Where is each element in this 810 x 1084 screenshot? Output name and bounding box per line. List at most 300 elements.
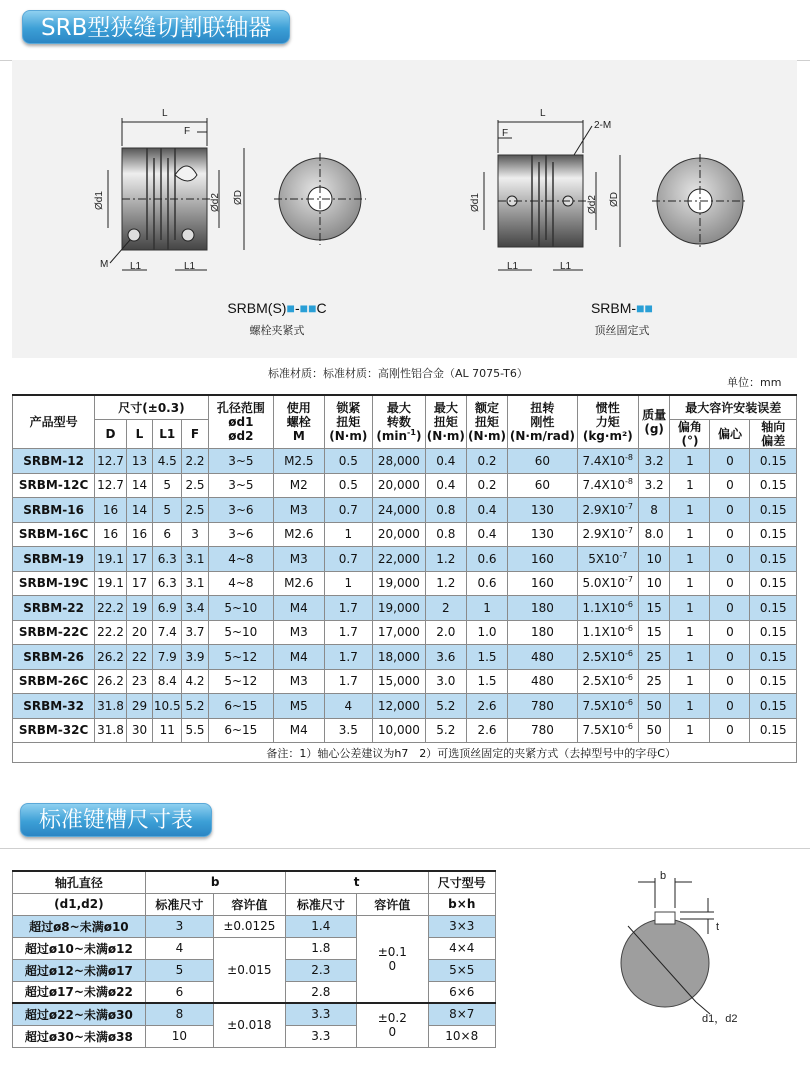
cell-ecc: 0	[710, 620, 750, 645]
th-bxh: b×h	[428, 893, 495, 915]
cell-L1: 6	[153, 522, 182, 547]
section-banner-coupling	[22, 10, 290, 44]
cell-stiff: 480	[508, 669, 578, 694]
cell-stiff: 180	[508, 596, 578, 621]
th-rated	[466, 395, 507, 449]
cell-M: M3	[274, 669, 325, 694]
cell-bore: 3~6	[208, 522, 273, 547]
cell-inertia	[577, 498, 638, 523]
key-label-d: d1，d2	[702, 1013, 738, 1025]
cell-maxt: 0.4	[425, 449, 466, 474]
cell-axial: 0.15	[750, 547, 797, 572]
th-stiff-l1: 扭转	[530, 401, 555, 415]
banner2-title: 标准键槽尺寸表	[39, 808, 194, 833]
cell-maxt: 2.0	[425, 620, 466, 645]
table-row	[13, 547, 797, 572]
svg-text:L1: L1	[560, 261, 572, 272]
svg-text:ØD: ØD	[609, 192, 620, 207]
th-t: t	[285, 871, 428, 893]
cell-bore: 5~12	[208, 669, 273, 694]
inertia-value: 2.9X10	[582, 527, 626, 542]
cell-ecc: 0	[710, 571, 750, 596]
cell-speed: 10,000	[373, 718, 426, 743]
cell-rated: 0.4	[466, 522, 507, 547]
cell-t-std: 1.4	[285, 915, 356, 937]
inertia-exponent: -6	[625, 697, 634, 707]
cell-axial: 0.15	[750, 522, 797, 547]
th-maxt-l2: 扭矩	[433, 415, 458, 429]
cell-speed: 19,000	[373, 571, 426, 596]
th-lock-l3: (N·m)	[329, 429, 368, 443]
cell-ecc: 0	[710, 718, 750, 743]
th-L1: L1	[153, 420, 182, 449]
caption-right	[562, 300, 682, 316]
cell-maxt: 1.2	[425, 571, 466, 596]
inertia-exponent: -7	[619, 550, 628, 560]
table-row	[13, 915, 496, 937]
cell-F: 5.2	[182, 694, 208, 719]
cell-rated: 0.2	[466, 473, 507, 498]
tol-t-top: ±0.1	[377, 944, 407, 959]
cell-F: 3.4	[182, 596, 208, 621]
cell-F: 3	[182, 522, 208, 547]
cell-mass: 10	[638, 547, 670, 572]
cell-ang: 1	[670, 547, 710, 572]
th-maxt-l1: 最大	[433, 401, 458, 415]
cell-mass: 10	[638, 571, 670, 596]
th-size: 尺寸(±0.3)	[95, 395, 209, 420]
th-shaft2: (d1,d2)	[13, 893, 146, 915]
th-axial-l1: 轴向	[761, 420, 786, 434]
cell-M: M4	[274, 645, 325, 670]
cell-b-std: 8	[145, 1003, 213, 1025]
spec-table	[12, 394, 797, 763]
cell-maxt: 0.8	[425, 498, 466, 523]
cell-F: 5.5	[182, 718, 208, 743]
cell-M: M3	[274, 547, 325, 572]
cell-rated: 1.5	[466, 669, 507, 694]
cell-axial: 0.15	[750, 620, 797, 645]
cell-D: 22.2	[95, 596, 127, 621]
cell-model: SRBM-12	[13, 449, 95, 474]
cell-speed: 24,000	[373, 498, 426, 523]
svg-text:F: F	[502, 128, 509, 139]
caption-right-prefix: SRBM-	[590, 300, 637, 316]
th-ecc: 偏心	[710, 420, 750, 449]
cell-ang: 1	[670, 669, 710, 694]
cell-ang: 1	[670, 449, 710, 474]
th-ang-l2: (°)	[681, 434, 699, 448]
cell-L1: 10.5	[153, 694, 182, 719]
caption-left	[197, 300, 357, 316]
caption-right-sq: ■■	[636, 300, 654, 316]
th-maxt	[425, 395, 466, 449]
cell-axial: 0.15	[750, 645, 797, 670]
inertia-exponent: -6	[625, 599, 634, 609]
inertia-exponent: -6	[625, 722, 634, 732]
cell-M: M2.5	[274, 449, 325, 474]
svg-text:L1: L1	[184, 261, 196, 272]
cell-inertia	[577, 571, 638, 596]
cell-model: SRBM-32C	[13, 718, 95, 743]
inertia-exponent: -7	[625, 526, 634, 536]
cell-rated: 1	[466, 596, 507, 621]
cell-ecc: 0	[710, 498, 750, 523]
cell-F: 2.2	[182, 449, 208, 474]
cell-lock: 0.7	[324, 547, 372, 572]
cell-bore: 5~12	[208, 645, 273, 670]
th-speed	[373, 395, 426, 449]
cell-D: 26.2	[95, 669, 127, 694]
cell-stiff: 480	[508, 645, 578, 670]
cell-L: 16	[126, 522, 152, 547]
th-rated-l1: 额定	[475, 401, 500, 415]
th-stiff-l2: 刚性	[530, 415, 555, 429]
th-tol-t: 容许值	[357, 893, 428, 915]
cell-range: 超过ø10~未满ø12	[13, 937, 146, 959]
cell-mass: 25	[638, 645, 670, 670]
inertia-value: 5.0X10	[582, 576, 626, 591]
cell-inertia	[577, 694, 638, 719]
cell-stiff: 60	[508, 473, 578, 498]
cell-M: M2.6	[274, 522, 325, 547]
cell-L: 30	[126, 718, 152, 743]
cell-ecc: 0	[710, 645, 750, 670]
cell-bore: 3~5	[208, 449, 273, 474]
th-rated-l2: 扭矩	[475, 415, 500, 429]
table-row	[13, 571, 797, 596]
th-L: L	[126, 420, 152, 449]
cell-maxt: 1.2	[425, 547, 466, 572]
cell-D: 26.2	[95, 645, 127, 670]
inertia-value: 1.1X10	[582, 600, 626, 615]
cell-D: 19.1	[95, 547, 127, 572]
th-lock	[324, 395, 372, 449]
cell-lock: 3.5	[324, 718, 372, 743]
cell-maxt: 0.8	[425, 522, 466, 547]
cell-speed: 15,000	[373, 669, 426, 694]
inertia-exponent: -7	[625, 575, 634, 585]
banner-title: SRB型狭缝切割联轴器	[41, 15, 272, 41]
cell-L: 17	[126, 547, 152, 572]
cell-D: 31.8	[95, 718, 127, 743]
cell-F: 3.7	[182, 620, 208, 645]
inertia-exponent: -8	[625, 477, 634, 487]
cell-ang: 1	[670, 718, 710, 743]
cell-mass: 3.2	[638, 449, 670, 474]
cell-rated: 0.6	[466, 571, 507, 596]
cell-ecc: 0	[710, 669, 750, 694]
th-tol-b: 容许值	[214, 893, 285, 915]
cell-maxt: 3.6	[425, 645, 466, 670]
cell-range: 超过ø17~未满ø22	[13, 981, 146, 1003]
cell-range: 超过ø22~未满ø30	[13, 1003, 146, 1025]
cell-b-tol: ±0.0125	[214, 915, 285, 937]
cell-t-tol	[357, 1003, 428, 1047]
cell-L: 13	[126, 449, 152, 474]
section-banner-keyway	[20, 803, 212, 837]
th-shaft: 轴孔直径	[13, 871, 146, 893]
table-row	[13, 669, 797, 694]
cell-D: 12.7	[95, 449, 127, 474]
cell-maxt: 5.2	[425, 694, 466, 719]
footnote: 备注：1）轴心公差建议为h7 2）可选顶丝固定的夹紧方式（去掉型号中的字母C）	[13, 743, 797, 763]
cell-bore: 5~10	[208, 596, 273, 621]
key-label-t: t	[716, 921, 720, 933]
subtitle-left: 螺栓夹紧式	[249, 324, 305, 337]
svg-text:F: F	[184, 126, 191, 137]
cell-axial: 0.15	[750, 718, 797, 743]
table-row	[13, 473, 797, 498]
unit-note: 单位：mm	[727, 376, 782, 389]
cell-model: SRBM-26C	[13, 669, 95, 694]
th-inertia-l2: 力矩	[595, 415, 620, 429]
th-bolt-l1: 使用	[286, 401, 311, 415]
dim-L-left: L	[162, 108, 168, 119]
cell-lock: 0.7	[324, 498, 372, 523]
cell-t-tol	[357, 915, 428, 1003]
tol-t-bottom: 0	[388, 958, 397, 973]
inertia-value: 5X10	[588, 551, 620, 566]
th-mass	[638, 395, 670, 449]
th-mass-l2: (g)	[644, 422, 664, 436]
caption-left-sq2: ■■	[299, 300, 317, 316]
cell-b-tol: ±0.018	[214, 1003, 285, 1047]
cell-model: SRBM-16	[13, 498, 95, 523]
cell-model: SRBM-22	[13, 596, 95, 621]
th-axial-l2: 偏差	[761, 434, 786, 448]
cell-L1: 5	[153, 473, 182, 498]
cell-range: 超过ø8~未满ø10	[13, 915, 146, 937]
th-stiff	[508, 395, 578, 449]
table-row	[13, 449, 797, 474]
inertia-value: 7.5X10	[582, 723, 626, 738]
th-tol: 最大容许安装误差	[670, 395, 797, 420]
cell-stiff: 780	[508, 694, 578, 719]
cell-speed: 20,000	[373, 522, 426, 547]
th-std-b: 标准尺寸	[145, 893, 213, 915]
cell-lock: 1	[324, 571, 372, 596]
tol-t-bottom: 0	[388, 1025, 397, 1040]
cell-model: SRBM-26	[13, 645, 95, 670]
cell-ang: 1	[670, 571, 710, 596]
cell-inertia	[577, 473, 638, 498]
cell-t-std: 1.8	[285, 937, 356, 959]
cell-axial: 0.15	[750, 596, 797, 621]
cell-D: 19.1	[95, 571, 127, 596]
cell-lock: 1.7	[324, 596, 372, 621]
svg-text:Ød2: Ød2	[587, 195, 598, 214]
cell-rated: 2.6	[466, 718, 507, 743]
cell-speed: 20,000	[373, 473, 426, 498]
cell-D: 16	[95, 522, 127, 547]
cell-ang: 1	[670, 620, 710, 645]
cell-axial: 0.15	[750, 694, 797, 719]
inertia-value: 7.4X10	[582, 478, 626, 493]
cell-M: M4	[274, 718, 325, 743]
table-row	[13, 498, 797, 523]
cell-bxh: 3×3	[428, 915, 495, 937]
cell-inertia	[577, 620, 638, 645]
keyway-slot	[655, 912, 675, 924]
svg-text:L1: L1	[130, 261, 142, 272]
th-inertia-l1: 惯性	[595, 401, 620, 415]
inertia-exponent: -6	[625, 673, 634, 683]
cell-t-std: 2.3	[285, 959, 356, 981]
svg-text:Ød2: Ød2	[210, 193, 221, 212]
cell-stiff: 780	[508, 718, 578, 743]
cell-D: 22.2	[95, 620, 127, 645]
cell-ecc: 0	[710, 449, 750, 474]
cell-mass: 3.2	[638, 473, 670, 498]
cell-L1: 11	[153, 718, 182, 743]
cell-bxh: 8×7	[428, 1003, 495, 1025]
cell-speed: 12,000	[373, 694, 426, 719]
svg-text:ØD: ØD	[233, 190, 244, 205]
cell-model: SRBM-22C	[13, 620, 95, 645]
cell-rated: 0.6	[466, 547, 507, 572]
inertia-exponent: -7	[625, 501, 634, 511]
table-row	[13, 1003, 496, 1025]
cell-M: M2	[274, 473, 325, 498]
cell-L: 14	[126, 498, 152, 523]
th-maxt-l3: (N·m)	[426, 429, 465, 443]
cell-lock: 0.5	[324, 449, 372, 474]
cell-b-std: 5	[145, 959, 213, 981]
cell-rated: 0.2	[466, 449, 507, 474]
cell-model: SRBM-19	[13, 547, 95, 572]
cell-bxh: 10×8	[428, 1025, 495, 1047]
th-type: 尺寸型号	[428, 871, 495, 893]
cell-rated: 2.6	[466, 694, 507, 719]
cell-stiff: 180	[508, 620, 578, 645]
th-inertia-l3: (kg·m²)	[582, 429, 633, 443]
cell-L1: 7.9	[153, 645, 182, 670]
cell-stiff: 160	[508, 571, 578, 596]
th-rated-l3: (N·m)	[467, 429, 507, 443]
th-bolt-l2: 螺栓	[286, 415, 311, 429]
th-axial	[750, 420, 797, 449]
inertia-value: 2.5X10	[582, 674, 626, 689]
cell-bore: 5~10	[208, 620, 273, 645]
th-lock-l2: 扭矩	[336, 415, 361, 429]
cell-stiff: 130	[508, 498, 578, 523]
cell-D: 16	[95, 498, 127, 523]
cell-ecc: 0	[710, 694, 750, 719]
inertia-value: 2.9X10	[582, 502, 626, 517]
table-row	[13, 522, 797, 547]
cell-b-std: 10	[145, 1025, 213, 1047]
cell-M: M5	[274, 694, 325, 719]
cell-L1: 6.9	[153, 596, 182, 621]
cell-maxt: 2	[425, 596, 466, 621]
cell-rated: 0.4	[466, 498, 507, 523]
cell-mass: 25	[638, 669, 670, 694]
th-bore-l2: ød1	[228, 415, 254, 429]
cell-inertia	[577, 669, 638, 694]
cell-stiff: 60	[508, 449, 578, 474]
th-speed-l2: 转数	[386, 415, 411, 429]
cell-speed: 19,000	[373, 596, 426, 621]
cell-L: 23	[126, 669, 152, 694]
cell-M: M3	[274, 620, 325, 645]
cell-D: 31.8	[95, 694, 127, 719]
cell-t-std: 2.8	[285, 981, 356, 1003]
cell-bxh: 6×6	[428, 981, 495, 1003]
cell-F: 3.9	[182, 645, 208, 670]
cell-bore: 6~15	[208, 718, 273, 743]
caption-left-sq1: ■	[286, 300, 295, 316]
cell-axial: 0.15	[750, 669, 797, 694]
cell-axial: 0.15	[750, 498, 797, 523]
cell-b-std: 6	[145, 981, 213, 1003]
cell-lock: 1.7	[324, 669, 372, 694]
cell-speed: 28,000	[373, 449, 426, 474]
inertia-value: 7.5X10	[582, 698, 626, 713]
footnote-row	[13, 743, 797, 763]
cell-M: M3	[274, 498, 325, 523]
cell-ang: 1	[670, 596, 710, 621]
cell-L: 17	[126, 571, 152, 596]
th-std-t: 标准尺寸	[285, 893, 356, 915]
cell-L: 14	[126, 473, 152, 498]
cell-model: SRBM-12C	[13, 473, 95, 498]
divider	[0, 848, 810, 849]
cell-ecc: 0	[710, 547, 750, 572]
svg-text:2-M: 2-M	[594, 120, 612, 131]
cell-ecc: 0	[710, 473, 750, 498]
cell-b-std: 3	[145, 915, 213, 937]
cell-rated: 1.5	[466, 645, 507, 670]
cell-stiff: 160	[508, 547, 578, 572]
th-inertia	[577, 395, 638, 449]
th-mass-l1: 质量	[642, 408, 667, 422]
cell-M: M2.6	[274, 571, 325, 596]
cell-mass: 8.0	[638, 522, 670, 547]
cell-lock: 0.5	[324, 473, 372, 498]
cell-lock: 4	[324, 694, 372, 719]
cell-speed: 22,000	[373, 547, 426, 572]
table-row	[13, 694, 797, 719]
cell-inertia	[577, 718, 638, 743]
cell-ang: 1	[670, 498, 710, 523]
svg-text:L1: L1	[507, 261, 519, 272]
cell-b-tol: ±0.015	[214, 937, 285, 1003]
cell-stiff: 130	[508, 522, 578, 547]
cell-M: M4	[274, 596, 325, 621]
table-row	[13, 596, 797, 621]
cell-inertia	[577, 522, 638, 547]
cell-ang: 1	[670, 694, 710, 719]
tol-t-top: ±0.2	[377, 1011, 407, 1026]
cell-speed: 17,000	[373, 620, 426, 645]
keyway-table	[12, 870, 496, 1048]
cell-mass: 50	[638, 718, 670, 743]
inertia-exponent: -6	[625, 648, 634, 658]
cell-inertia	[577, 547, 638, 572]
svg-text:Ød1: Ød1	[94, 191, 105, 210]
cell-L1: 7.4	[153, 620, 182, 645]
th-b: b	[145, 871, 285, 893]
cell-bxh: 4×4	[428, 937, 495, 959]
cell-L: 22	[126, 645, 152, 670]
cell-L1: 6.3	[153, 571, 182, 596]
th-D: D	[95, 420, 127, 449]
cell-ecc: 0	[710, 596, 750, 621]
th-bolt-l3: M	[292, 429, 305, 443]
cell-range: 超过ø12~未满ø17	[13, 959, 146, 981]
cell-lock: 1.7	[324, 620, 372, 645]
